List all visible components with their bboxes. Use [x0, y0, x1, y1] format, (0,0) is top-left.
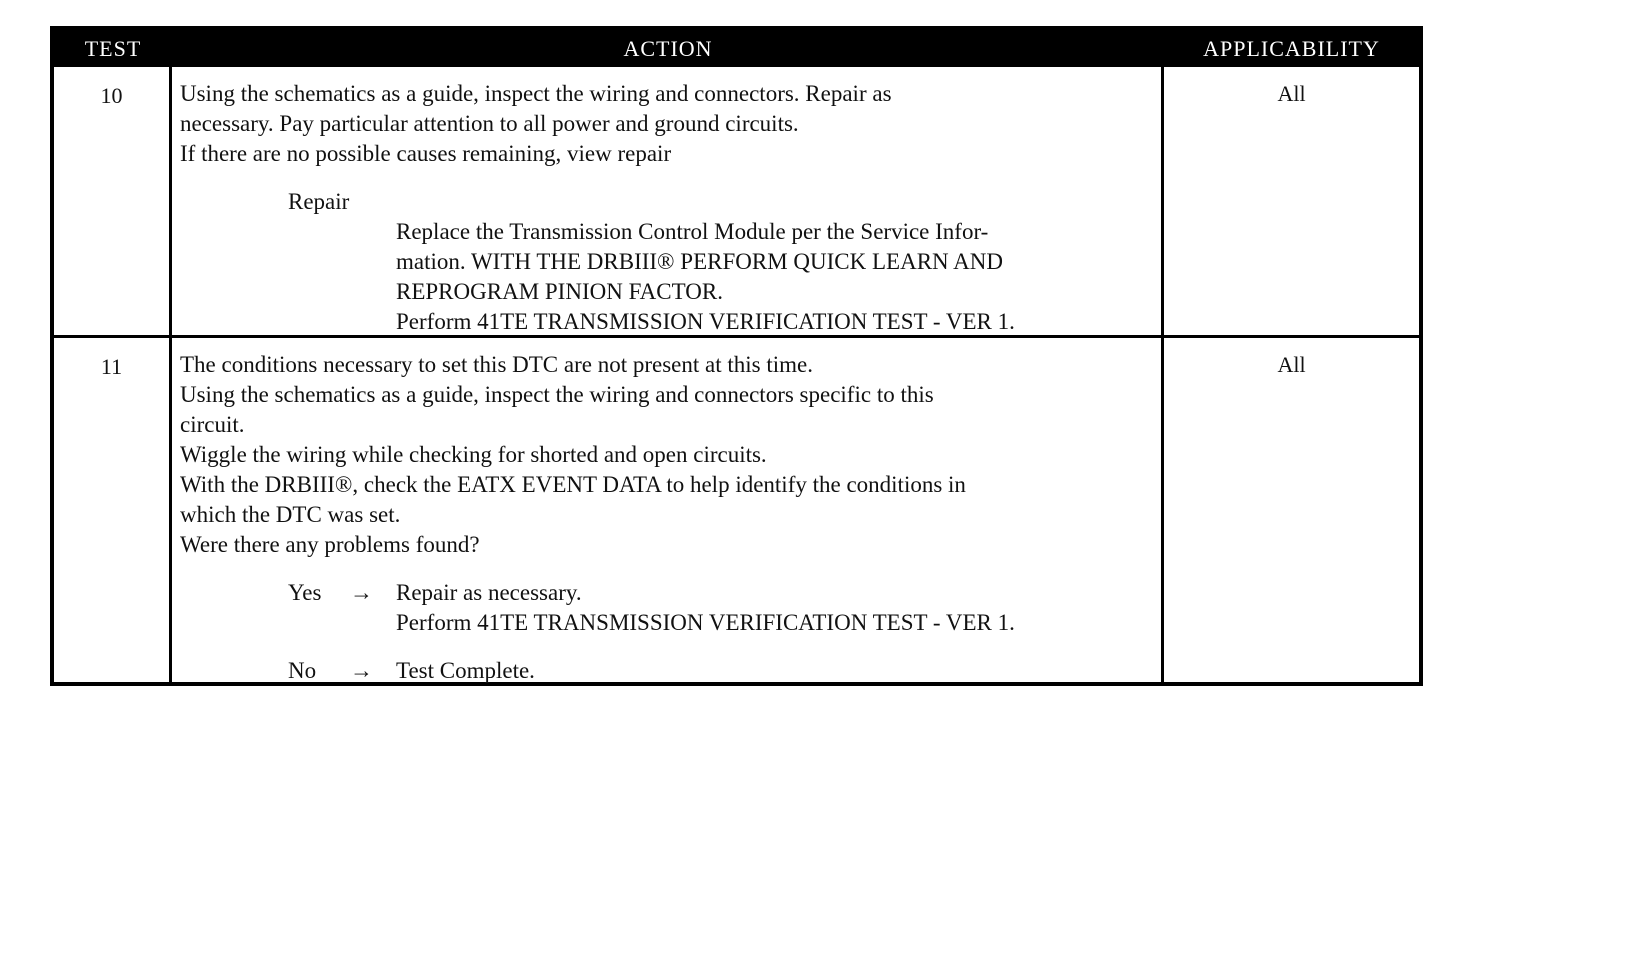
- repair-line: Perform 41TE TRANSMISSION VERIFICATION TEST - VER 1.: [396, 309, 1015, 334]
- yes-line: Repair as necessary.: [396, 580, 582, 605]
- action-line: Using the schematics as a guide, inspect the wiring and connectors. Repair as: [180, 81, 892, 106]
- no-label: No: [288, 658, 317, 683]
- action-line: necessary. Pay particular attention to all power and ground circuits.: [180, 111, 799, 136]
- action-line: Were there any problems found?: [180, 532, 480, 557]
- applicability-value: All: [1277, 352, 1306, 377]
- test-number: 11: [54, 338, 172, 682]
- action-line: If there are no possible causes remaining, view repair: [180, 141, 672, 166]
- no-line: Test Complete.: [396, 658, 535, 683]
- no-choice: [288, 656, 1153, 686]
- yes-label: Yes: [288, 580, 322, 605]
- table-row: [54, 335, 1419, 682]
- yes-line: Perform 41TE TRANSMISSION VERIFICATION TEST - VER 1.: [396, 610, 1015, 635]
- action-line: circuit.: [180, 412, 245, 437]
- right-arrow-icon: →: [350, 658, 373, 683]
- header-action: ACTION: [623, 35, 713, 61]
- action-line: With the DRBIII®, check the EATX EVENT DATA to help identify the conditions in: [180, 472, 966, 497]
- repair-line: REPROGRAM PINION FACTOR.: [396, 279, 723, 304]
- diagnostic-table: [50, 26, 1423, 686]
- action-cell: [172, 338, 1164, 682]
- header-test: TEST: [84, 35, 142, 61]
- test-number: 10: [54, 67, 172, 335]
- header-applicability: APPLICABILITY: [1203, 35, 1380, 61]
- yes-choice: [288, 578, 1153, 638]
- repair-label: Repair: [288, 189, 350, 214]
- action-line: The conditions necessary to set this DTC are not present at this time.: [180, 352, 813, 377]
- repair-line: mation. WITH THE DRBIII® PERFORM QUICK LEARN AND: [396, 249, 1003, 274]
- applicability-value: All: [1277, 81, 1306, 106]
- action-line: Using the schematics as a guide, inspect the wiring and connectors specific to this: [180, 382, 934, 407]
- action-cell: [172, 67, 1164, 335]
- table-row: [54, 67, 1419, 335]
- action-line: Wiggle the wiring while checking for shorted and open circuits.: [180, 442, 767, 467]
- repair-line: Replace the Transmission Control Module per the Service Infor-: [396, 219, 989, 244]
- table-header: [54, 30, 1419, 67]
- action-line: which the DTC was set.: [180, 502, 401, 527]
- right-arrow-icon: →: [350, 580, 373, 605]
